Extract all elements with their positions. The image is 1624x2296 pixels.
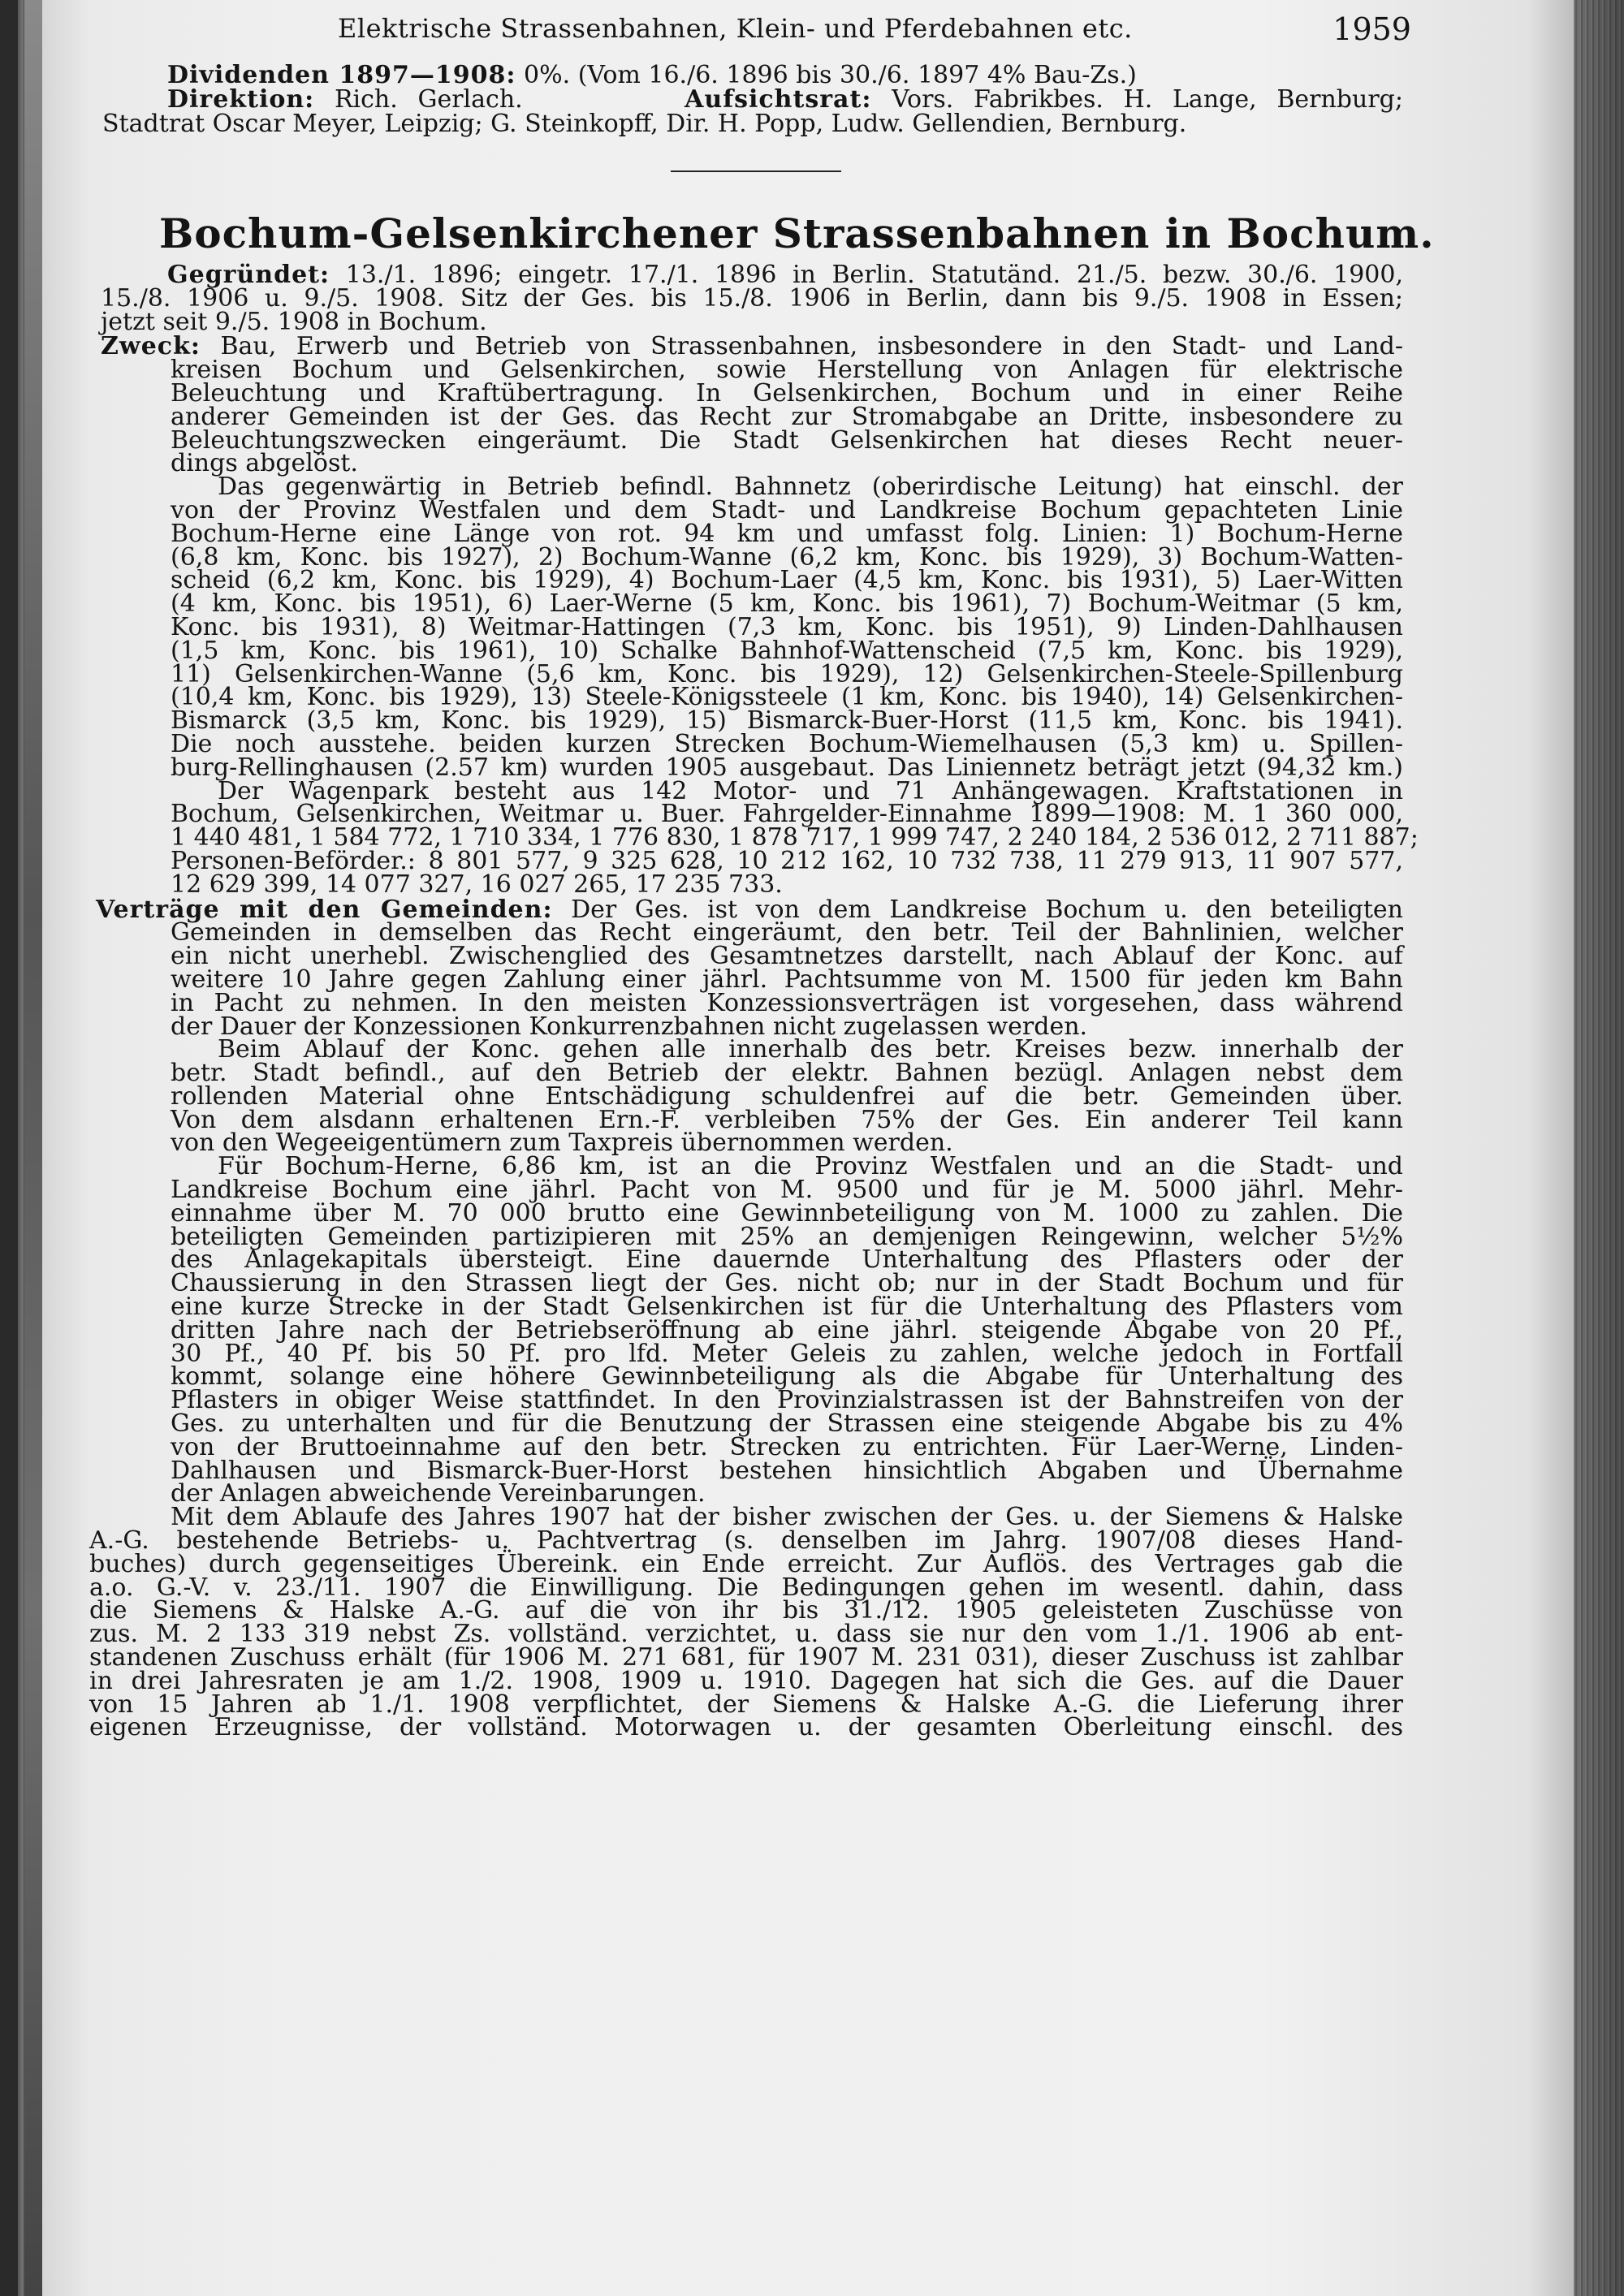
bochum-herne-line: des Anlagekapitals übersteigt. Eine dauernde Unterhaltung des Pflasters oder der [171,1245,1403,1275]
bochum-herne-line: Ges. zu unterhalten und für die Benutzung der Strassen eine steigende Abgabe bis zu 4% [171,1409,1403,1439]
siemens-line: standenen Zuschuss erhält (für 1906 M. 271 681, für 1907 M. 231 031), dieser Zuschuss ist zahlbar [89,1643,1403,1672]
siemens-line: in drei Jahresraten je am 1./2. 1908, 1909 u. 1910. Dagegen hat sich die Ges. auf die Dauer [89,1666,1403,1695]
wagenpark-line: Bochum, Gelsenkirchen, Weitmar u. Buer. Fahrgelder-Einnahme 1899—1908: M. 1 360 000, [171,800,1403,829]
ablauf-line: rollenden Material ohne Entschädigung schuldenfrei auf die betr. Gemeinden über. [171,1081,1403,1111]
scan-left-edge [0,0,42,2296]
bahnnetz-line: (10,4 km, Konc. bis 1929), 13) Steele-Königssteele (1 km, Konc. bis 1940), 14) Gelsenkirchen- [171,683,1403,712]
page-number: 1959 [1332,11,1411,47]
vertraege-line: ein nicht unerhebl. Zwischenglied des Gesamtnetzes darstellt, nach Ablauf der Konc. auf [171,942,1403,971]
gegruendet-line-3: jetzt seit 9./5. 1908 in Bochum. [101,307,487,336]
dividenden-line [110,63,1403,88]
vertraege-line: in Pacht zu nehmen. In den meisten Konzessionsverträgen ist vorgesehen, dass während [171,988,1403,1017]
siemens-line: buches) durch gegenseitiges Übereink. ein Ende erreicht. Zur Auflös. des Vertrages gab die [89,1549,1403,1578]
siemens-line: a.o. G.-V. v. 23./11. 1907 die Einwilligung. Die Bedingungen gehen im wesentl. dahin, dass [89,1573,1403,1602]
zweck-section [101,332,1419,899]
running-title: Elektrische Strassenbahnen, Klein- und Pferdebahnen etc. [338,13,1133,44]
section-divider [671,170,841,172]
vertraege-line-1: Verträge mit den Gemeinden: Der Ges. ist von dem Landkreise Bochum u. den beteiligten [96,895,1403,924]
direktion-text: Rich. Gerlach. [314,85,523,114]
siemens-line: A.-G. bestehende Betriebs- u. Pachtvertrag (s. denselben im Jahrg. 1907/08 dieses Hand- [89,1526,1403,1556]
vertraege-section [89,895,1403,1742]
bochum-herne-line: Chaussierung in den Strassen liegt der Ges. nicht ob; nur in der Stadt Bochum und für [171,1269,1403,1298]
vertraege-line: weitere 10 Jahre gegen Zahlung einer jährl. Pachtsumme von M. 1500 für jeden km Bahn [171,965,1403,994]
siemens-line: zus. M. 2 133 319 nebst Zs. vollständ. verzichtet, u. dass sie nur den vom 1./1. 1906 ab ent- [89,1620,1403,1649]
dividenden-label: Dividenden 1897—1908: [167,61,516,89]
bochum-herne-line: 30 Pf., 40 Pf. bis 50 Pf. pro lfd. Meter Geleis zu zahlen, welche jedoch in Fortfall [171,1339,1403,1368]
book-gutter [1574,0,1624,2296]
bochum-herne-line: von der Bruttoeinnahme auf den betr. Strecken zu entrichten. Für Laer-Werne, Linden- [171,1432,1403,1461]
wagenpark-line: Der Wagenpark besteht aus 142 Motor- und 71 Anhängewagen. Kraftstationen in [218,776,1403,805]
ablauf-line: Von dem alsdann erhaltenen Ern.-F. verbleiben 75% der Ges. Ein anderer Teil kann [171,1105,1403,1134]
bahnnetz-line: Die noch ausstehe. beiden kurzen Strecken Bochum-Wiemelhausen (5,3 km) u. Spillen- [171,729,1403,758]
page-content [89,11,1435,1742]
gegruendet-label: Gegründet: [167,261,330,289]
bochum-herne-line: dritten Jahre nach der Betriebseröffnung ab eine jährl. steigende Abgabe von 20 Pf., [171,1315,1403,1344]
zweck-line-1: Zweck: Bau, Erwerb und Betrieb von Strassenbahnen, insbesondere in den Stadt- und Land- [101,332,1403,361]
bahnnetz-line: burg-Rellinghausen (2.57 km) wurden 1905 ausgebaut. Das Liniennetz beträgt jetzt (94,32 km.) [171,753,1403,782]
bahnnetz-line: (1,5 km, Konc. bis 1961), 10) Schalke Bahnhof-Wattenscheid (7,5 km, Konc. bis 1929), [171,636,1403,665]
zweck-line: Beleuchtungszwecken eingeräumt. Die Stadt Gelsenkirchen hat dieses Recht neuer- [171,425,1403,455]
bahnnetz-line: Das gegenwärtig in Betrieb befindl. Bahnnetz (oberirdische Leitung) hat einschl. der [218,473,1403,502]
siemens-line: eigenen Erzeugnisse, der vollständ. Motorwagen u. der gesamten Oberleitung einschl. des [89,1713,1403,1742]
company-title: Bochum-Gelsenkirchener Strassenbahnen in Bochum. [159,209,1435,257]
bahnnetz-line: scheid (6,2 km, Konc. bis 1929), 4) Bochum-Laer (4,5 km, Konc. bis 1931), 5) Laer-Witten [171,566,1403,595]
wagenpark-line: Personen-Beförder.: 8 801 577, 9 325 628, 10 212 162, 10 732 738, 11 279 913, 11 907 577, [171,846,1403,875]
bochum-herne-line: der Anlagen abweichende Vereinbarungen. [171,1479,706,1508]
bochum-herne-line: eine kurze Strecke in der Stadt Gelsenkirchen ist für die Unterhaltung des Pflasters vom [171,1293,1403,1322]
aufsichtsrat-continuation: Stadtrat Oscar Meyer, Leipzig; G. Steinkopff, Dir. H. Popp, Ludw. Gellendien, Bernburg. [102,110,1187,138]
ablauf-line: Beim Ablauf der Konc. gehen alle innerhalb des betr. Kreises bezw. innerhalb der [218,1035,1403,1064]
bahnnetz-line: Bismarck (3,5 km, Konc. bis 1929), 15) Bismarck-Buer-Horst (11,5 km, Konc. bis 1941). [171,706,1403,736]
wagenpark-line: 12 629 399, 14 077 327, 16 027 265, 17 235 733. [171,870,783,899]
bochum-herne-line: Dahlhausen und Bismarck-Buer-Horst bestehen hinsichtlich Abgaben und Übernahme [171,1456,1403,1485]
bahnnetz-line: Konc. bis 1931), 8) Weitmar-Hattingen (7,3 km, Konc. bis 1951), 9) Linden-Dahlhausen [171,612,1403,641]
bochum-herne-line: beteiligten Gemeinden partizipieren mit 25% an demjenigen Reingewinn, welcher 5½% [171,1222,1403,1251]
direktion-label: Direktion: [167,85,315,114]
ablauf-line: von den Wegeeigentümern zum Taxpreis übernommen werden. [171,1129,953,1158]
siemens-line: von 15 Jahren ab 1./1. 1908 verpflichtet, der Siemens & Halske A.-G. die Lieferung ihrer [89,1690,1403,1719]
bochum-herne-line: Landkreise Bochum eine jährl. Pacht von M. 9500 und für je M. 5000 jährl. Mehr- [171,1176,1403,1205]
gegruendet-line-2: 15./8. 1906 u. 9./5. 1908. Sitz der Ges. bis 15./8. 1906 in Berlin, dann bis 9./5. 1908 in Essen; [101,283,1403,313]
running-head [110,11,1411,47]
bochum-herne-line: kommt, solange eine höhere Gewinnbeteiligung als die Abgabe für Unterhaltung des [171,1362,1403,1392]
aufsichtsrat-text: Vors. Fabrikbes. H. Lange, Bernburg; [871,85,1403,114]
vertraege-line: der Dauer der Konzessionen Konkurrenzbahnen nicht zugelassen werden. [171,1012,1088,1041]
zweck-line: dings abgelöst. [171,449,358,478]
zweck-line: anderer Gemeinden ist der Ges. das Recht zur Stromabgabe an Dritte, insbesondere zu [171,402,1403,431]
bochum-herne-line: Pflasters in obiger Weise stattfindet. In den Provinzialstrassen ist der Bahnstreifen von der [171,1386,1403,1415]
bahnnetz-line: (4 km, Konc. bis 1951), 6) Laer-Werne (5 km, Konc. bis 1961), 7) Bochum-Weitmar (5 km, [171,589,1403,619]
bahnnetz-line: Bochum-Herne eine Länge von rot. 94 km und umfasst folg. Linien: 1) Bochum-Herne [171,519,1403,548]
zweck-line: kreisen Bochum und Gelsenkirchen, sowie Herstellung von Anlagen für elektrische [171,356,1403,385]
gegruendet-section [101,261,1403,336]
siemens-line: die Siemens & Halske A.-G. auf die von ihr bis 31./12. 1905 geleisteten Zuschüsse von [89,1596,1403,1625]
dividenden-text: 0%. (Vom 16./6. 1896 bis 30./6. 1897 4% Bau-Zs.) [516,61,1137,89]
bahnnetz-line: 11) Gelsenkirchen-Wanne (5,6 km, Konc. bis 1929), 12) Gelsenkirchen-Steele-Spillenburg [171,659,1403,688]
siemens-line: Mit dem Ablaufe des Jahres 1907 hat der bisher zwischen der Ges. u. der Siemens & Halske [171,1503,1403,1532]
bahnnetz-line: von der Provinz Westfalen und dem Stadt- und Landkreise Bochum gepachteten Linie [171,495,1403,524]
vertraege-label: Verträge mit den Gemeinden: [96,895,553,924]
zweck-line: Beleuchtung und Kraftübertragung. In Gelsenkirchen, Bochum und in einer Reihe [171,378,1403,408]
wagenpark-line: 1 440 481, 1 584 772, 1 710 334, 1 776 830, 1 878 717, 1 999 747, 2 240 184, 2 536 012, 2 711 887; [171,823,1419,852]
bahnnetz-line: (6,8 km, Konc. bis 1927), 2) Bochum-Wanne (6,2 km, Konc. bis 1929), 3) Bochum-Watten- [171,542,1403,572]
gegruendet-line-1: Gegründet: 13./1. 1896; eingetr. 17./1. 1896 in Berlin. Statutänd. 21./5. bezw. 30./6. 1900, [167,261,1403,289]
ablauf-line: betr. Stadt befindl., auf den Betrieb der elektr. Bahnen bezügl. Anlagen nebst dem [171,1059,1403,1088]
aufsichtsrat-label: Aufsichtsrat: [685,85,872,114]
zweck-label: Zweck: [101,332,201,361]
vertraege-line: Gemeinden in demselben das Recht eingeräumt, den betr. Teil der Bahnlinien, welcher [171,918,1403,947]
bochum-herne-line: einnahme über M. 70 000 brutto eine Gewinnbeteiligung von M. 1000 zu zahlen. Die [171,1198,1403,1228]
bochum-herne-line: Für Bochum-Herne, 6,86 km, ist an die Provinz Westfalen und an die Stadt- und [218,1152,1403,1181]
previous-company-tail [102,61,1403,138]
direktion-line [110,85,1403,114]
